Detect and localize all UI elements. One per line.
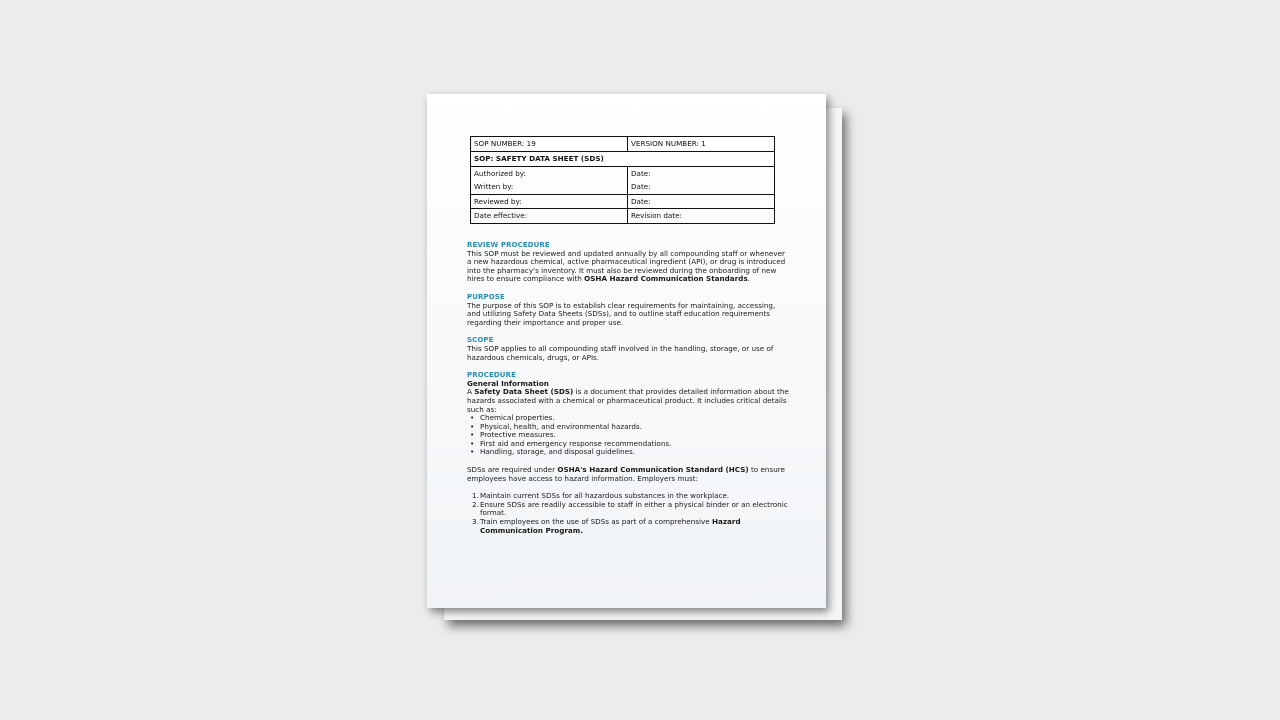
list-item: • Protective measures. bbox=[480, 431, 789, 440]
scope-heading: SCOPE bbox=[467, 336, 494, 345]
sds-details-list bbox=[467, 414, 789, 457]
review-procedure-text: This SOP must be reviewed and updated annually by all compounding staff or whenever a new hazardous chemical, active pharmaceutical ingredient (API), or drug is introduced into the pharmacy's inventory. It must also be reviewed during the onboarding of new hires to ensure compliance with OSHA Hazard Communication Standards. bbox=[467, 248, 786, 284]
general-information-subheading: General Information bbox=[467, 378, 549, 388]
list-item: 1. Maintain current SDSs for all hazardous substances in the workplace. bbox=[472, 491, 730, 501]
list-item: • First aid and emergency response recommendations. bbox=[480, 440, 789, 449]
review-procedure-heading: REVIEW PROCEDURE bbox=[467, 241, 550, 249]
reviewed-date-cell: Date: bbox=[628, 194, 775, 209]
document-page bbox=[427, 94, 826, 608]
osha-requirement-text: SDSs are required under OSHA's Hazard Communication Standard (HCS) to ensure employees have access to hazard information. Employers must: bbox=[467, 465, 785, 483]
sop-number-cell: SOP NUMBER: 19 bbox=[471, 137, 628, 152]
sop-title-cell: SOP: SAFETY DATA SHEET (SDS) bbox=[471, 151, 775, 166]
version-number-cell: VERSION NUMBER: 1 bbox=[628, 137, 775, 152]
list-item: • Chemical properties. bbox=[480, 414, 789, 423]
authorized-by-cell: Authorized by: bbox=[471, 166, 628, 180]
reviewed-by-cell: Reviewed by: bbox=[471, 194, 628, 209]
scope-text: This SOP applies to all compounding staff involved in the handling, storage, or use of hazardous chemicals, drugs, or APIs. bbox=[467, 343, 774, 362]
list-item: 3. Train employees on the use of SDSs as part of a comprehensive Hazard Communication Program. bbox=[472, 517, 741, 535]
sop-header-table bbox=[470, 136, 775, 224]
sds-intro-text: A Safety Data Sheet (SDS) is a document that provides detailed information about the hazards associated with a chemical or pharmaceutical product. It includes critical details such as: bbox=[467, 387, 789, 414]
revision-date-cell: Revision date: bbox=[628, 209, 775, 224]
written-date-cell: Date: bbox=[628, 180, 775, 194]
authorized-date-cell: Date: bbox=[628, 166, 775, 180]
date-effective-cell: Date effective: bbox=[471, 209, 628, 224]
list-item: • Handling, storage, and disposal guidelines. bbox=[480, 448, 789, 457]
list-item: • Physical, health, and environmental hazards. bbox=[480, 423, 789, 432]
employer-requirements-list bbox=[467, 492, 789, 535]
purpose-heading: PURPOSE bbox=[467, 292, 505, 301]
procedure-heading: PROCEDURE bbox=[467, 371, 516, 380]
purpose-text: The purpose of this SOP is to establish clear requirements for maintaining, accessing, and utilizing Safety Data Sheets (SDSs), and to outline staff education requirements regarding their importance and proper use. bbox=[467, 300, 776, 327]
document-body bbox=[467, 241, 789, 535]
list-item: 2. Ensure SDSs are readily accessible to staff in either a physical binder or an electronic format. bbox=[472, 499, 788, 518]
written-by-cell: Written by: bbox=[471, 180, 628, 194]
